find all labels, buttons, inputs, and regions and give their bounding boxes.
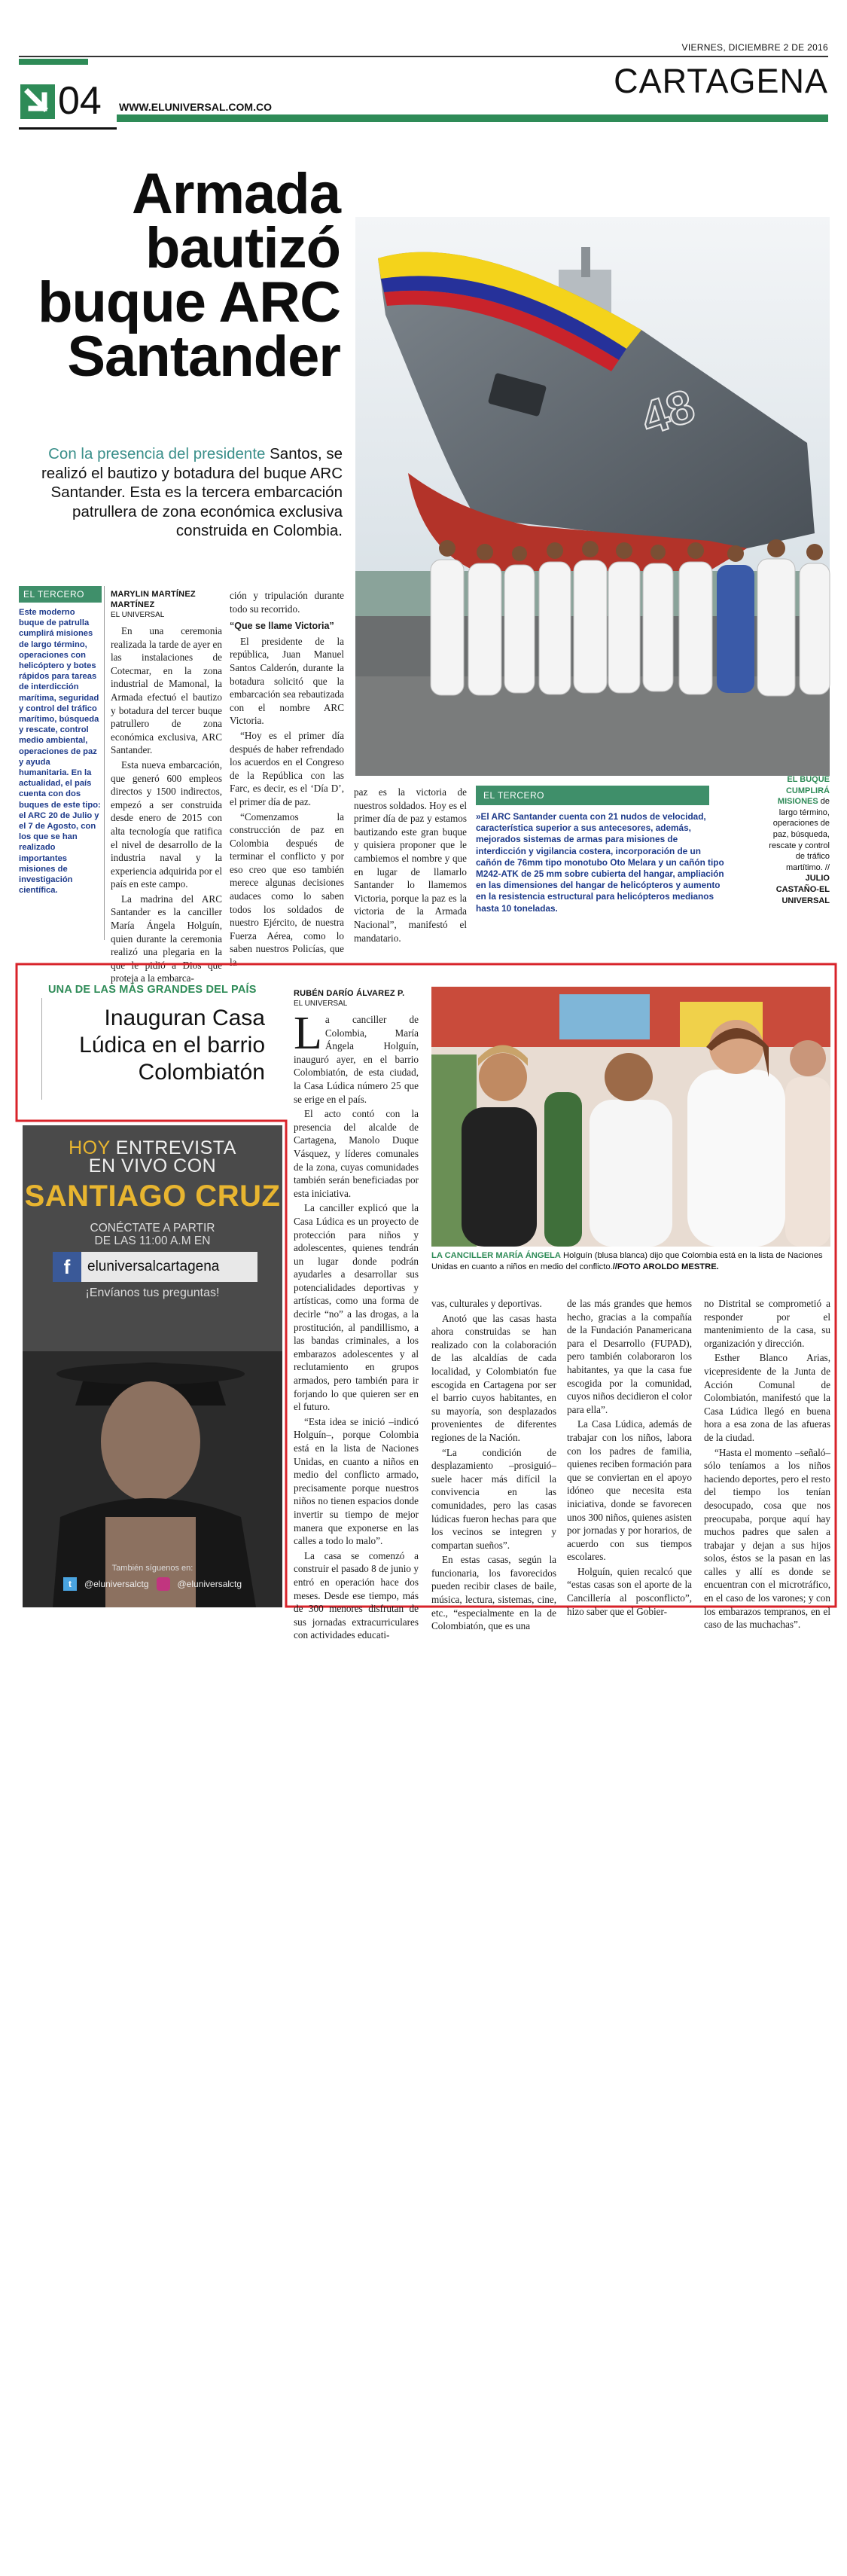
hull-number: 48	[635, 380, 701, 446]
caption-bold: EL BUQUE CUMPLIRÁ MISIONES	[777, 775, 830, 807]
headline-line: bautizó	[145, 216, 340, 280]
caption-credit: JULIO CASTAÑO-EL UNIVERSAL	[775, 874, 830, 905]
main-col-2	[230, 589, 344, 971]
subhead: “Que se llame Victoria”	[230, 621, 334, 632]
lead-text: Santos, se realizó el bautizo y botadura del buque ARC Santander. Esta es la tercera embarcación patrullera de zona económica exclusiva construida en Colombia.	[41, 445, 343, 539]
paragraph: La madrina del ARC Santander es la canciller María Ángela Holguín, quien durante la ceremonia realizó una plegaria en la que le pidió a Dios que proteja a la embarca-	[111, 893, 222, 984]
paragraph: paz es la victoria de nuestros soldados. Hoy es el primer día de paz y estamos bautizando este gran buque y quisiera proponer que le cambiemos el nombre y que en lugar de llamarlo Santander lo llamemos Victoria, porque la paz es la victoria de la Armada Nacional”, manifestó el mandatario.	[354, 786, 467, 944]
second-col-3	[567, 1297, 692, 1619]
facebook-handle: eluniversalcartagena	[87, 1259, 220, 1274]
caption-text: Holguín (blusa blanca) dijo que Colombia está en la lista de Naciones Unidas en cuanto a niños en medio del conflicto.	[431, 1251, 823, 1271]
info-box	[476, 786, 728, 914]
caption-credit: //FOTO AROLDO MESTRE.	[612, 1262, 719, 1271]
drop-cap: L	[294, 1008, 322, 1059]
advertisement[interactable]	[23, 1125, 282, 1607]
issue-date: VIERNES, DICIEMBRE 2 DE 2016	[681, 42, 828, 53]
ad-questions: ¡Envíanos tus preguntas!	[85, 1286, 220, 1299]
sidebar-text: Este moderno buque de patrulla cumplirá misiones de largo término, operaciones con helicóptero y botes rápidos para tareas de interdicción marítima, seguridad y control del tráfico marítimo, búsqueda y rescate, control medio ambiental, operaciones de paz y ayuda humanitaria. En la actualidad, el país cuenta con dos buques de este tipo: el ARC 20 de Julio y el 7 de Agosto, con los que se han realizado importantes misiones de investigación científica.	[19, 608, 101, 896]
kicker-rule	[41, 998, 42, 1100]
paragraph: de las más grandes que hemos hecho, gracias a la compañía de la Fundación Panamericana para el Desarrollo (FUPAD), pero también colaboraron los habitantes, ya que la casa fue escogida por la comunidad, cuyos niños decidieron el color para ella”.	[567, 1298, 692, 1415]
top-rule	[19, 56, 828, 57]
facebook-icon: f	[53, 1252, 81, 1282]
instagram-handle[interactable]: @eluniversalctg	[177, 1579, 242, 1589]
main-lead	[38, 444, 343, 541]
ship-photo	[355, 217, 830, 776]
main-headline	[24, 162, 340, 389]
facebook-bar[interactable]	[53, 1252, 257, 1282]
sidebar-divider	[104, 586, 105, 940]
caption-bold: LA CANCILLER MARÍA ÁNGELA	[431, 1251, 561, 1260]
info-box-text: »El ARC Santander cuenta con 21 nudos de velocidad, característica superior a sus antecesores, además, mejorados sistemas de armas para misiones de interdicción y vigilancia costera, incorporación de un cañón de 76mm tipo monotubo Oto Melara y un cañón tipo M242-ATK de 25 mm sobre cubierta del hangar, ampliación en las dimensiones del hangar de helicópteros y aumento en la resistencia estructural para helicópteros medianos hasta 10 toneladas.	[476, 811, 724, 914]
ad-line1b: ENTREVISTA	[115, 1137, 236, 1158]
page-number-box	[19, 79, 117, 130]
lead-highlight: Con la presencia del presidente	[48, 445, 266, 462]
paragraph: “La condición de desplazamiento –prosiguió– suele hacer más difícil la convivencia en las comunidades, pero las casas lúdicas fueron hechas para que los vecinos se integren y compartan sueños”.	[431, 1446, 556, 1551]
paragraph: En una ceremonia realizada la tarde de ayer en las instalaciones de Cotecmar, en la zona industrial de Mamonal, la Armada efectuó el bautizo y botadura del tercer buque patrullero de zona económica exclusiva, ARC Santander.	[111, 625, 222, 756]
casa-photo-caption	[431, 1250, 830, 1273]
headline-line: Santander	[67, 325, 340, 389]
main-author: MARYLIN MARTÍNEZ MARTÍNEZ	[111, 590, 196, 609]
paragraph: “Comenzamos la construcción de paz en Colombia después de terminar el conflicto y por eso creo que eso también merece algunas decisiones audaces como lo saben todos los soldados de nuestro Ejército, de nuestra Fuerza Aérea, como lo saben nuestros Policías, que la	[230, 810, 344, 969]
main-col-1	[111, 589, 222, 987]
casa-ludica-photo	[431, 987, 830, 1247]
paragraph: El acto contó con la presencia del alcalde de Cartagena, Manolo Duque Vásquez, y líderes comunales de la zona, cuyas comunidades también serán beneficiadas por esta iniciativa.	[294, 1108, 419, 1199]
paragraph: El presidente de la república, Juan Manuel Santos Calderón, durante la botadura solicitó que la embarcación sea rebautizada con el nombre ARC Victoria.	[230, 635, 344, 727]
second-col-2	[431, 1297, 556, 1634]
second-author: RUBÉN DARÍO ÁLVAREZ P.	[294, 989, 405, 998]
instagram-icon[interactable]	[157, 1577, 170, 1591]
section-title: CARTAGENA	[614, 62, 828, 100]
paragraph: Anotó que las casas hasta ahora construidas se han realizado con la colaboración de las alcaldías de cada localidad, y Colombiatón fue escogida en Cartagena por ser el barrio cuyos habitantes, en su mayoría, son desplazados provenientes de diferentes regiones de la Nación.	[431, 1312, 556, 1443]
paragraph: En estas casas, según la funcionaria, los favorecidos pueden recibir clases de baile, música, lectura, sistemas, cine, etc., “especialmente en la de Colombiatón, que es una	[431, 1554, 556, 1632]
twitter-handle[interactable]: @eluniversalctg	[84, 1579, 149, 1589]
paragraph: “Esta idea se inició –indicó Holguín–, porque Colombia está en la lista de Naciones Unidas, en cuanto a niños en medio del conflicto armado, precisamente porque nuestros niños no tienen espacios donde invertir su tiempo de mejor manera que exponerse en las calles a todo lo malo”.	[294, 1415, 419, 1547]
info-box-label: EL TERCERO	[476, 786, 709, 805]
ad-connect-line2: DE LAS 11:00 A.M EN	[94, 1235, 211, 1247]
sidebar-label: EL TERCERO	[19, 586, 102, 603]
headline-line: buque ARC	[38, 270, 340, 334]
paragraph: Esta nueva embarcación, que generó 600 empleos directos y 1500 indirectos, empezó a ser construida desde enero de 2015 con alta tecnología que ratifica el nivel de desarrollo de la industria naval y la experiencia adquirida por el país en este campo.	[111, 758, 222, 890]
second-kicker: UNA DE LAS MÁS GRANDES DEL PAÍS	[48, 984, 257, 996]
main-col-3	[354, 786, 467, 946]
ad-connect	[23, 1222, 282, 1247]
paragraph: ción y tripulación durante todo su recorrido.	[230, 590, 344, 615]
second-outlet: EL UNIVERSAL	[294, 1000, 348, 1008]
paragraph: La casa se comenzó a construir el pasado 8 de junio y entró en operación hace dos meses. Desde ese tiempo, más de 300 menores disfrutan de sus jornadas extracurriculares con actividades educati-	[294, 1549, 419, 1641]
caption-text: de largo término, operaciones de paz, búsqueda, rescate y control de tráfico martítimo. //	[769, 797, 830, 872]
second-col-4	[704, 1297, 830, 1633]
ad-line1a: HOY	[69, 1137, 116, 1158]
ad-connect-line1: CONÉCTATE A PARTIR	[90, 1222, 215, 1235]
paragraph: vas, culturales y deportivas.	[431, 1298, 542, 1309]
ad-follow: También síguenos en:	[111, 1564, 193, 1573]
ad-social	[23, 1577, 282, 1591]
ad-headline	[23, 1139, 282, 1175]
twitter-icon[interactable]: t	[63, 1577, 77, 1591]
second-headline: Inauguran Casa Lúdica en el barrio Colombiatón	[79, 1006, 265, 1085]
main-outlet: EL UNIVERSAL	[111, 611, 165, 619]
paragraph: La canciller de Colombia, María Ángela Holguín, inauguró ayer, en el barrio Colombiatón, de esta ciudad, la Casa Lúdica número 25 que se erige en el país.	[294, 1008, 419, 1105]
headline-line: Armada	[132, 162, 340, 226]
second-col-1	[294, 988, 419, 1644]
ad-name: SANTIAGO CRUZ	[24, 1180, 281, 1213]
paragraph: “Hasta el momento –señaló– sólo teníamos a los niños haciendo deportes, pero el resto del tiempo los tenían desocupado, cosa que nos preocupaba, porque aquí hay muchos padres que salen a trabajar y dejan a sus hijos solos, éstos se la pasan en las calles y allí es donde se encuentran con el microtráfico, en el caso de los varones; y con los embarazos tempranos, en el caso de las muchachas”.	[704, 1446, 830, 1631]
paragraph: Holguín, quien recalcó que “estas casas son el aporte de la Cancillería al posconflicto”, hizo saber que el Gobier-	[567, 1565, 692, 1617]
paragraph: no Distrital se comprometió a responder por el mantenimiento de la casa, su organización y dirección.	[704, 1298, 830, 1349]
ship-photo-caption	[760, 774, 830, 906]
paragraph: La Casa Lúdica, además de trabajar con los niños, labora con los padres de familia, quienes reciben formación para que se conviertan en el apoyo idóneo que necesita esta iniciativa, donde se favorecen unos 300 niños, quienes asisten por jornadas y por horarios, de acuerdo con sus tiempos escolares.	[567, 1418, 692, 1563]
green-accent-bar	[19, 59, 88, 65]
header-green-rule	[117, 114, 828, 122]
website-link[interactable]: WWW.ELUNIVERSAL.COM.CO	[119, 101, 272, 113]
ad-line2: EN VIVO CON	[88, 1155, 217, 1177]
sidebar-el-tercero	[19, 586, 102, 896]
paragraph: La canciller explicó que la Casa Lúdica es un proyecto de protección para niños y adolescentes, quienes tendrán un lugar donde podrán ayudarles a desarrollar sus potencialidades deportivas y artísticas, como una forma de decirle “no” a las drogas, a la prostitución, al pandillismo, a las bandas criminales, a los embarazos adolescentes y al reclutamiento en grupos armados, pero también para ir forjando lo que quieren ser en el futuro.	[294, 1202, 419, 1413]
page-number: 04	[58, 79, 102, 123]
paragraph: Esther Blanco Arias, vicepresidente de la Junta de Acción Comunal de Colombiatón, manifestó que la Casa Lúdica llegó en buena hora a esa zona de las afueras de la ciudad.	[704, 1352, 830, 1443]
arrow-down-right-icon	[20, 84, 55, 119]
paragraph: “Hoy es el primer día después de haber refrendado los acuerdos en el Congreso de la República con las Farc, es decir, es el ‘Día D’, el primer día de paz.	[230, 729, 344, 807]
